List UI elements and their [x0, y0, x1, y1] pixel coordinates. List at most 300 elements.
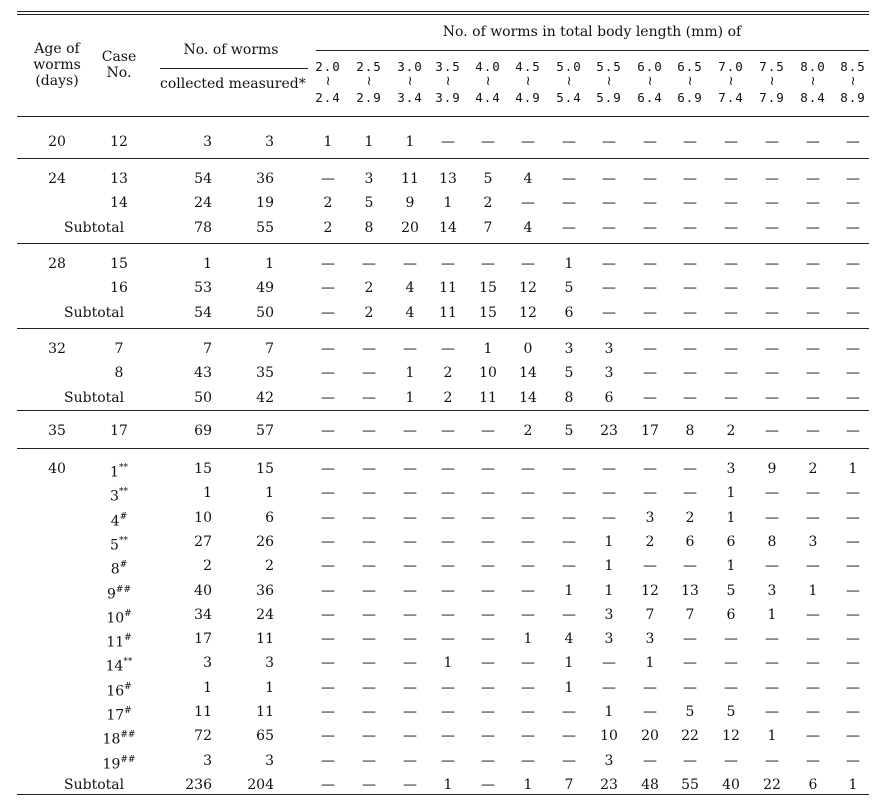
count-cell: 40: [722, 776, 740, 793]
collected-cell: 50: [194, 389, 212, 406]
count-cell: 1: [604, 558, 614, 575]
count-cell: —: [521, 485, 535, 502]
range-low-label: 3.0: [397, 59, 423, 74]
count-cell: —: [403, 461, 417, 477]
count-cell: —: [683, 195, 697, 212]
count-cell: —: [562, 558, 576, 575]
count-cell: —: [441, 606, 455, 623]
case-number: 19: [102, 756, 121, 773]
count-cell: —: [846, 752, 860, 769]
collected-cell: 69: [194, 423, 212, 439]
count-cell: 4: [523, 219, 533, 236]
count-cell: —: [441, 533, 455, 550]
count-cell: —: [806, 171, 820, 187]
count-cell: —: [441, 558, 455, 575]
count-cell: —: [321, 606, 335, 623]
measured-cell: 1: [265, 679, 274, 696]
count-cell: 3: [726, 461, 736, 477]
collected-cell: 15: [194, 461, 212, 477]
count-cell: —: [765, 655, 779, 672]
range-tilde-icon: ≀: [566, 74, 572, 89]
measured-cell: 42: [256, 389, 274, 406]
case-cell: [115, 341, 124, 357]
count-cell: 5: [726, 704, 736, 720]
count-cell: 2: [443, 365, 453, 382]
count-cell: 2: [364, 280, 374, 297]
count-cell: 1: [483, 341, 493, 357]
count-cell: —: [481, 631, 495, 648]
range-low-label: 3.5: [435, 59, 461, 74]
count-cell: —: [602, 256, 616, 272]
count-cell: —: [441, 752, 455, 769]
count-cell: 14: [519, 365, 537, 382]
count-cell: 11: [479, 389, 497, 406]
count-cell: —: [724, 341, 738, 357]
measured-cell: 50: [256, 304, 274, 321]
case-cell: [111, 510, 127, 530]
count-cell: —: [521, 195, 535, 212]
range-high-label: 5.4: [556, 90, 582, 105]
count-cell: —: [724, 679, 738, 696]
count-cell: 8: [364, 219, 374, 236]
count-cell: —: [806, 365, 820, 382]
measured-cell: 19: [256, 195, 274, 212]
count-cell: 3: [364, 171, 374, 187]
collected-cell: 7: [203, 341, 212, 357]
count-cell: —: [321, 341, 335, 357]
case-cell: [106, 655, 133, 675]
case-cell: [110, 534, 128, 554]
count-cell: 3: [645, 509, 655, 526]
case-footnote-mark: #: [124, 706, 132, 716]
count-cell: —: [643, 485, 657, 502]
count-cell: 6: [808, 776, 818, 793]
range-tilde-icon: ≀: [850, 74, 856, 89]
measured-cell: 3: [265, 655, 274, 672]
count-cell: —: [441, 582, 455, 599]
count-cell: —: [806, 606, 820, 623]
count-cell: —: [562, 171, 576, 187]
case-number: 14: [105, 659, 124, 676]
count-cell: 13: [681, 582, 699, 599]
measured-cell: 6: [265, 509, 274, 526]
count-cell: —: [846, 195, 860, 212]
count-cell: —: [806, 389, 820, 406]
count-cell: 12: [722, 728, 740, 745]
case-cell: [110, 134, 128, 150]
count-cell: —: [765, 280, 779, 297]
count-cell: —: [362, 704, 376, 720]
count-cell: —: [846, 485, 860, 502]
count-cell: —: [481, 423, 495, 439]
range-high-label: 7.4: [718, 90, 744, 105]
case-number: 17: [110, 423, 128, 439]
group-rule: [17, 243, 869, 244]
group-rule: [17, 410, 869, 411]
count-cell: —: [521, 509, 535, 526]
count-cell: 14: [519, 389, 537, 406]
count-cell: —: [765, 304, 779, 321]
range-tilde-icon: ≀: [606, 74, 612, 89]
count-cell: —: [362, 365, 376, 382]
count-cell: —: [321, 558, 335, 575]
count-cell: —: [521, 728, 535, 745]
count-cell: 1: [523, 776, 533, 793]
count-cell: —: [521, 256, 535, 272]
count-cell: 1: [604, 582, 614, 599]
count-cell: 2: [323, 195, 333, 212]
top-rule: [17, 11, 869, 12]
count-cell: 1: [405, 134, 415, 150]
count-cell: 13: [439, 171, 457, 187]
count-cell: 2: [323, 219, 333, 236]
case-cell: [110, 485, 128, 505]
count-cell: —: [643, 171, 657, 187]
count-cell: —: [521, 582, 535, 599]
count-cell: 5: [364, 195, 374, 212]
collected-cell: 53: [194, 280, 212, 297]
count-cell: —: [765, 704, 779, 720]
range-high-label: 5.9: [596, 90, 622, 105]
count-cell: 8: [564, 389, 574, 406]
count-cell: —: [562, 134, 576, 150]
count-cell: —: [441, 631, 455, 648]
count-cell: —: [683, 219, 697, 236]
count-cell: —: [724, 195, 738, 212]
count-cell: 3: [767, 582, 777, 599]
count-cell: 55: [681, 776, 699, 793]
count-cell: 7: [564, 776, 574, 793]
count-cell: —: [683, 365, 697, 382]
count-cell: —: [403, 606, 417, 623]
count-cell: —: [846, 728, 860, 745]
top-rule-inner: [17, 14, 869, 15]
count-cell: —: [403, 423, 417, 439]
count-cell: —: [846, 389, 860, 406]
group-rule: [17, 448, 869, 449]
count-cell: 3: [604, 606, 614, 623]
count-cell: —: [403, 752, 417, 769]
count-cell: —: [321, 485, 335, 502]
count-cell: 10: [479, 365, 497, 382]
count-cell: —: [724, 280, 738, 297]
count-cell: —: [765, 341, 779, 357]
measured-cell: 55: [256, 219, 274, 236]
case-cell: [103, 728, 136, 748]
count-cell: —: [562, 461, 576, 477]
count-cell: —: [846, 423, 860, 439]
count-cell: —: [362, 606, 376, 623]
count-cell: —: [521, 704, 535, 720]
collected-cell: 1: [203, 256, 212, 272]
count-cell: —: [321, 582, 335, 599]
measured-cell: 3: [265, 752, 274, 769]
count-cell: —: [643, 134, 657, 150]
range-high-label: 7.9: [759, 90, 785, 105]
count-cell: 6: [685, 533, 695, 550]
count-cell: —: [846, 582, 860, 599]
count-cell: —: [643, 389, 657, 406]
count-cell: 3: [604, 341, 614, 357]
count-cell: —: [846, 606, 860, 623]
case-cell: [106, 631, 131, 651]
count-cell: 5: [564, 365, 574, 382]
range-tilde-icon: ≀: [810, 74, 816, 89]
count-cell: 5: [564, 280, 574, 297]
count-cell: —: [362, 389, 376, 406]
range-tilde-icon: ≀: [769, 74, 775, 89]
num-worms-header: No. of worms: [183, 42, 279, 58]
count-cell: 6: [726, 606, 736, 623]
count-cell: —: [806, 219, 820, 236]
collected-cell: 40: [194, 582, 212, 599]
count-cell: —: [846, 631, 860, 648]
age-cell: 28: [48, 256, 66, 272]
length-group-header: No. of worms in total body length (mm) of: [442, 24, 742, 40]
count-cell: —: [683, 752, 697, 769]
measured-cell: 11: [256, 631, 274, 648]
range-high-label: 3.4: [397, 90, 423, 105]
range-tilde-icon: ≀: [445, 74, 451, 89]
range-low-label: 5.5: [596, 59, 622, 74]
count-cell: —: [362, 341, 376, 357]
count-cell: —: [321, 752, 335, 769]
range-low-label: 8.5: [840, 59, 866, 74]
count-cell: 10: [600, 728, 618, 745]
count-cell: 1: [523, 631, 533, 648]
measured-cell: 2: [265, 558, 274, 575]
count-cell: —: [403, 655, 417, 672]
count-cell: —: [602, 655, 616, 672]
count-cell: —: [765, 256, 779, 272]
count-cell: —: [521, 558, 535, 575]
count-cell: —: [562, 728, 576, 745]
count-cell: —: [846, 280, 860, 297]
case-number: 16: [110, 280, 128, 297]
case-cell: [106, 704, 131, 724]
count-cell: —: [846, 679, 860, 696]
measured-cell: 35: [256, 365, 274, 382]
count-cell: 2: [726, 423, 736, 439]
count-cell: —: [683, 461, 697, 477]
count-cell: —: [806, 256, 820, 272]
count-cell: 8: [685, 423, 695, 439]
measured-cell: 3: [265, 134, 274, 150]
range-tilde-icon: ≀: [687, 74, 693, 89]
subtotal-label: Subtotal: [64, 389, 125, 406]
measured-cell: 24: [256, 606, 274, 623]
count-cell: 22: [681, 728, 699, 745]
count-cell: —: [765, 509, 779, 526]
count-cell: 1: [564, 256, 574, 272]
age-cell: 35: [48, 423, 66, 439]
count-cell: —: [846, 655, 860, 672]
count-cell: —: [724, 389, 738, 406]
case-cell: [110, 256, 128, 272]
count-cell: 17: [641, 423, 659, 439]
count-cell: —: [362, 256, 376, 272]
count-cell: 6: [604, 389, 614, 406]
count-cell: —: [441, 728, 455, 745]
count-cell: —: [562, 509, 576, 526]
collected-cell: 78: [194, 219, 212, 236]
count-cell: 1: [564, 582, 574, 599]
case-footnote-mark: #: [124, 608, 132, 619]
count-cell: 11: [439, 304, 457, 321]
count-cell: —: [481, 485, 495, 502]
subtotal-label: Subtotal: [64, 776, 125, 793]
count-cell: —: [643, 195, 657, 212]
count-cell: —: [362, 728, 376, 745]
count-cell: —: [724, 304, 738, 321]
count-cell: —: [321, 655, 335, 672]
count-cell: —: [806, 631, 820, 648]
count-cell: 1: [726, 558, 736, 575]
count-cell: 4: [523, 171, 533, 187]
case-cell: [106, 680, 131, 700]
count-cell: —: [643, 219, 657, 236]
case-cell: [107, 583, 131, 603]
count-cell: 1: [848, 461, 858, 477]
range-tilde-icon: ≀: [407, 74, 413, 89]
case-number: 15: [110, 256, 128, 272]
count-cell: 1: [443, 776, 453, 793]
count-cell: —: [602, 461, 616, 477]
range-low-label: 7.0: [718, 59, 744, 74]
count-cell: —: [403, 582, 417, 599]
count-cell: —: [602, 679, 616, 696]
collected-cell: 11: [194, 704, 212, 720]
count-cell: —: [481, 256, 495, 272]
measured-cell: 11: [256, 704, 274, 720]
collected-cell: 17: [194, 631, 212, 648]
subtotal-label: Subtotal: [64, 304, 125, 321]
num-worms-underline: [160, 68, 308, 69]
measured-cell: 15: [256, 461, 274, 477]
count-cell: —: [403, 485, 417, 502]
count-cell: —: [321, 509, 335, 526]
count-cell: 1: [767, 606, 777, 623]
range-tilde-icon: ≀: [366, 74, 372, 89]
count-cell: —: [683, 341, 697, 357]
count-cell: —: [521, 655, 535, 672]
count-cell: —: [403, 533, 417, 550]
count-cell: —: [362, 655, 376, 672]
count-cell: 4: [564, 631, 574, 648]
count-cell: —: [846, 219, 860, 236]
count-cell: —: [403, 558, 417, 575]
count-cell: 15: [479, 280, 497, 297]
count-cell: —: [643, 256, 657, 272]
count-cell: 2: [364, 304, 374, 321]
count-cell: 2: [808, 461, 818, 477]
collected-cell: 24: [194, 195, 212, 212]
measured-cell: 204: [247, 776, 274, 793]
count-cell: 5: [685, 704, 695, 720]
measured-cell: 1: [265, 485, 274, 502]
case-number: 12: [110, 134, 128, 150]
count-cell: —: [765, 134, 779, 150]
count-cell: 1: [767, 728, 777, 745]
count-cell: —: [806, 134, 820, 150]
range-low-label: 6.5: [677, 59, 703, 74]
count-cell: —: [806, 655, 820, 672]
count-cell: —: [806, 423, 820, 439]
count-cell: —: [683, 485, 697, 502]
count-cell: —: [643, 704, 657, 720]
count-cell: —: [321, 389, 335, 406]
count-cell: —: [321, 631, 335, 648]
count-cell: —: [683, 679, 697, 696]
count-cell: —: [562, 752, 576, 769]
count-cell: —: [724, 219, 738, 236]
count-cell: —: [846, 304, 860, 321]
case-footnote-mark: **: [123, 657, 133, 668]
count-cell: 5: [564, 423, 574, 439]
count-cell: —: [806, 195, 820, 212]
count-cell: —: [481, 679, 495, 696]
count-cell: 0: [523, 341, 533, 357]
count-cell: —: [521, 606, 535, 623]
count-cell: —: [362, 752, 376, 769]
count-cell: —: [724, 752, 738, 769]
count-cell: —: [321, 280, 335, 297]
count-cell: —: [724, 256, 738, 272]
count-cell: 1: [645, 655, 655, 672]
count-cell: 7: [685, 606, 695, 623]
count-cell: 1: [564, 679, 574, 696]
count-cell: —: [602, 134, 616, 150]
count-cell: —: [806, 509, 820, 526]
count-cell: —: [562, 485, 576, 502]
count-cell: —: [846, 558, 860, 575]
count-cell: —: [683, 256, 697, 272]
count-cell: —: [683, 655, 697, 672]
count-cell: —: [481, 134, 495, 150]
count-cell: 48: [641, 776, 659, 793]
count-cell: —: [806, 728, 820, 745]
count-cell: 5: [726, 582, 736, 599]
count-cell: —: [481, 533, 495, 550]
count-cell: —: [643, 752, 657, 769]
case-footnote-mark: #: [124, 633, 132, 644]
case-number: 18: [102, 731, 121, 748]
subtotal-label: Subtotal: [64, 219, 125, 236]
measured-cell: 57: [256, 423, 274, 439]
age-cell: 20: [48, 134, 66, 150]
range-high-label: 4.9: [515, 90, 541, 105]
count-cell: —: [321, 423, 335, 439]
count-cell: 1: [604, 704, 614, 720]
count-cell: —: [643, 280, 657, 297]
count-cell: 12: [641, 582, 659, 599]
count-cell: 3: [604, 752, 614, 769]
collected-cell: 236: [185, 776, 212, 793]
count-cell: —: [683, 389, 697, 406]
age-header: Age of: [34, 41, 80, 57]
range-tilde-icon: ≀: [325, 74, 331, 89]
count-cell: —: [724, 631, 738, 648]
measured-cell: 65: [256, 728, 274, 745]
range-high-label: 6.9: [677, 90, 703, 105]
count-cell: —: [362, 582, 376, 599]
count-cell: —: [521, 461, 535, 477]
count-cell: —: [806, 704, 820, 720]
count-cell: —: [321, 776, 335, 793]
case-cell: [111, 558, 127, 578]
count-cell: 20: [401, 219, 419, 236]
count-cell: 1: [848, 776, 858, 793]
